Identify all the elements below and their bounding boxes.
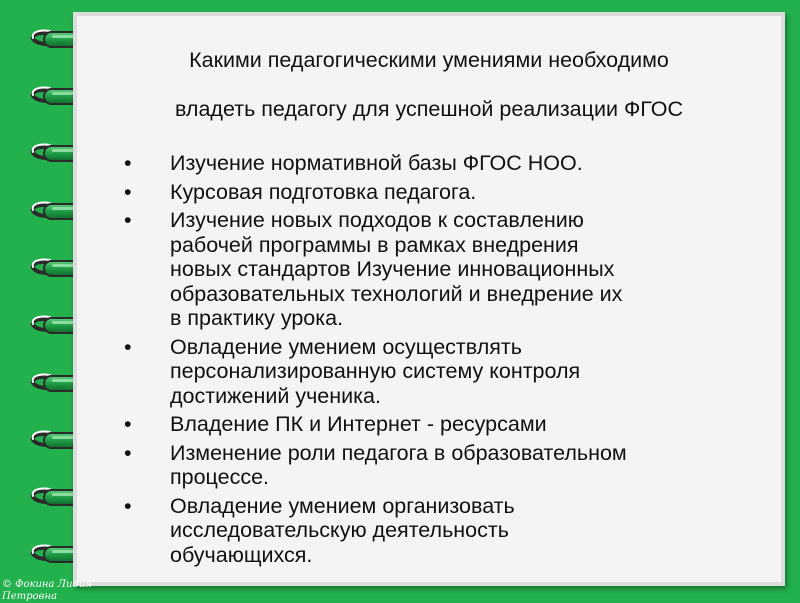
bullet-text: Владение ПК и Интернет - ресурсами bbox=[170, 412, 547, 436]
bullet-list bbox=[124, 151, 724, 571]
bullet-text-line: новых стандартов Изучение инновационных bbox=[170, 257, 615, 281]
bullet-icon: • bbox=[124, 412, 132, 436]
bullet-text-line: Овладение умением осуществлять bbox=[170, 334, 522, 359]
bullet-text-line: обучающихся. bbox=[170, 542, 313, 567]
bullet-text-line: Изменение роли педагога в образовательном bbox=[170, 440, 627, 465]
bullet-icon: • bbox=[124, 334, 132, 359]
bullet-text-line: в практику урока. bbox=[170, 306, 344, 330]
bullet-icon: • bbox=[124, 151, 132, 175]
author-watermark bbox=[2, 579, 102, 603]
bullet-item bbox=[124, 208, 724, 331]
bullet-text-line: образовательных технологий и внедрение их bbox=[170, 281, 623, 306]
bullet-text-line: Изучение новых подходов к составлению bbox=[170, 208, 584, 232]
slide-title bbox=[77, 36, 781, 134]
bullet-item bbox=[124, 335, 724, 409]
watermark-line: Петровна bbox=[2, 591, 57, 602]
bullet-item bbox=[124, 441, 724, 490]
watermark-line: © Фокина Лидия bbox=[2, 579, 92, 590]
bullet-item bbox=[124, 494, 724, 568]
title-line: владеть педагогу для успешной реализации ФГОС bbox=[175, 97, 683, 121]
bullet-icon: • bbox=[124, 179, 132, 204]
bullet-icon: • bbox=[124, 493, 132, 518]
bullet-item bbox=[124, 151, 724, 176]
title-line: Какими педагогическими умениями необходимо bbox=[189, 48, 669, 72]
bullet-item bbox=[124, 412, 724, 437]
bullet-text-line: процессе. bbox=[170, 465, 270, 489]
bullet-text-line: исследовательскую деятельность bbox=[170, 518, 509, 542]
bullet-item bbox=[124, 180, 724, 205]
bullet-text-line: рабочей программы в рамках внедрения bbox=[170, 232, 579, 257]
content-page bbox=[73, 12, 785, 586]
bullet-text: Изучение нормативной базы ФГОС НОО. bbox=[170, 151, 583, 175]
bullet-text-line: Овладение умением организовать bbox=[170, 493, 515, 518]
bullet-text: Курсовая подготовка педагога. bbox=[170, 179, 477, 204]
bullet-text-line: персонализированную систему контроля bbox=[170, 359, 581, 383]
bullet-text-line: достижений ученика. bbox=[170, 383, 381, 408]
bullet-icon: • bbox=[124, 208, 132, 232]
bullet-icon: • bbox=[124, 440, 132, 465]
